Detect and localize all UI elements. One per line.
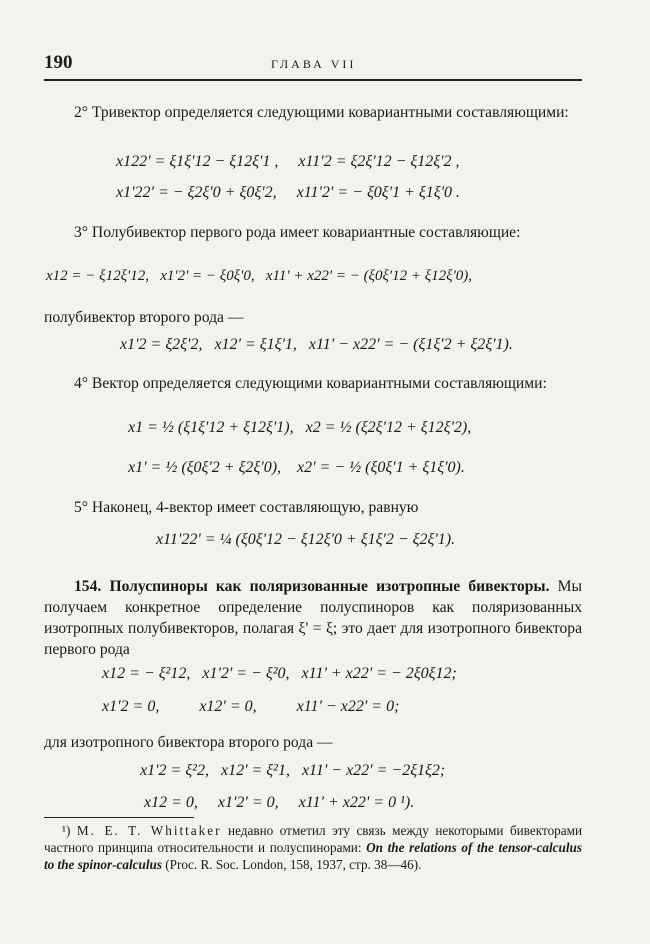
section-154-paragraph bbox=[44, 576, 582, 660]
halfbivector-second-kind: полубивектор второго рода — bbox=[44, 309, 244, 326]
halfbivector-equation-1: x12 = − ξ12ξ'12, x1'2' = − ξ0ξ'0, x11' + x22' = − (ξ0ξ'12 + ξ12ξ'0), bbox=[46, 268, 473, 284]
vector-intro: 4° Вектор определяется следующими ковариантными составляющими: bbox=[74, 375, 547, 392]
header-rule bbox=[44, 79, 582, 81]
footnote bbox=[44, 822, 582, 873]
trivector-intro: 2° Тривектор определяется следующими ковариантными составляющими: bbox=[74, 104, 569, 121]
footnote-title: On the relations of the tensor-calculus to the spinor-calculus bbox=[44, 840, 582, 872]
trivector-equation-1: x122' = ξ1ξ'12 − ξ12ξ'1 , x11'2 = ξ2ξ'12 − ξ12ξ'2 , bbox=[116, 153, 460, 170]
section-154-heading: 154. Полуспиноры как поляризованные изотропные бивекторы. bbox=[74, 578, 550, 595]
isotropic-equation-1: x12 = − ξ²12, x1'2' = − ξ²0, x11' + x22' = − 2ξ0ξ12; bbox=[102, 665, 457, 682]
trivector-equation-2: x1'22' = − ξ2ξ'0 + ξ0ξ'2, x11'2' = − ξ0ξ'1 + ξ1ξ'0 . bbox=[116, 184, 460, 201]
footnote-author: M. E. T. Whittaker bbox=[76, 823, 222, 838]
footnote-rule bbox=[44, 817, 194, 818]
vector-equation-1: x1 = ½ (ξ1ξ'12 + ξ12ξ'1), x2 = ½ (ξ2ξ'12 + ξ12ξ'2), bbox=[128, 419, 472, 436]
isotropic-equation-2: x1'2 = 0, x12' = 0, x11' − x22' = 0; bbox=[102, 698, 400, 715]
second-kind-text: для изотропного бивектора второго рода — bbox=[44, 734, 333, 751]
page-number: 190 bbox=[44, 52, 73, 73]
section-154-text: Мы получаем конкретное определение полуспиноров как поляризованных изотропных полубивекторов, полагая ξ' = ξ; это дает для изотропного бивектора первого рода bbox=[44, 578, 582, 658]
isotropic-equation-3: x1'2 = ξ²2, x12' = ξ²1, x11' − x22' = −2ξ1ξ2; bbox=[140, 762, 446, 779]
isotropic-equation-4: x12 = 0, x1'2' = 0, x11' + x22' = 0 ¹). bbox=[144, 794, 415, 811]
halfbivector-intro: 3° Полубивектор первого рода имеет ковариантные составляющие: bbox=[74, 224, 521, 241]
chapter-title: ГЛАВА VII bbox=[271, 57, 357, 71]
footnote-marker: ¹) bbox=[62, 823, 71, 838]
fourvector-equation: x11'22' = ¼ (ξ0ξ'12 − ξ12ξ'0 + ξ1ξ'2 − ξ2ξ'1). bbox=[156, 531, 456, 548]
fourvector-intro: 5° Наконец, 4-вектор имеет составляющую, равную bbox=[74, 499, 419, 516]
footnote-text-before: недавно отметил эту связь между некоторыми бивекторами частного принципа относительности и полуспинорами: bbox=[44, 823, 583, 855]
footnote-text-after: (Proc. R. Soc. London, 158, 1937, стр. 38—46). bbox=[161, 857, 422, 872]
vector-equation-2: x1' = ½ (ξ0ξ'2 + ξ2ξ'0), x2' = − ½ (ξ0ξ'1 + ξ1ξ'0). bbox=[128, 459, 465, 476]
halfbivector-equation-2: x1'2 = ξ2ξ'2, x12' = ξ1ξ'1, x11' − x22' = − (ξ1ξ'2 + ξ2ξ'1). bbox=[120, 336, 513, 353]
